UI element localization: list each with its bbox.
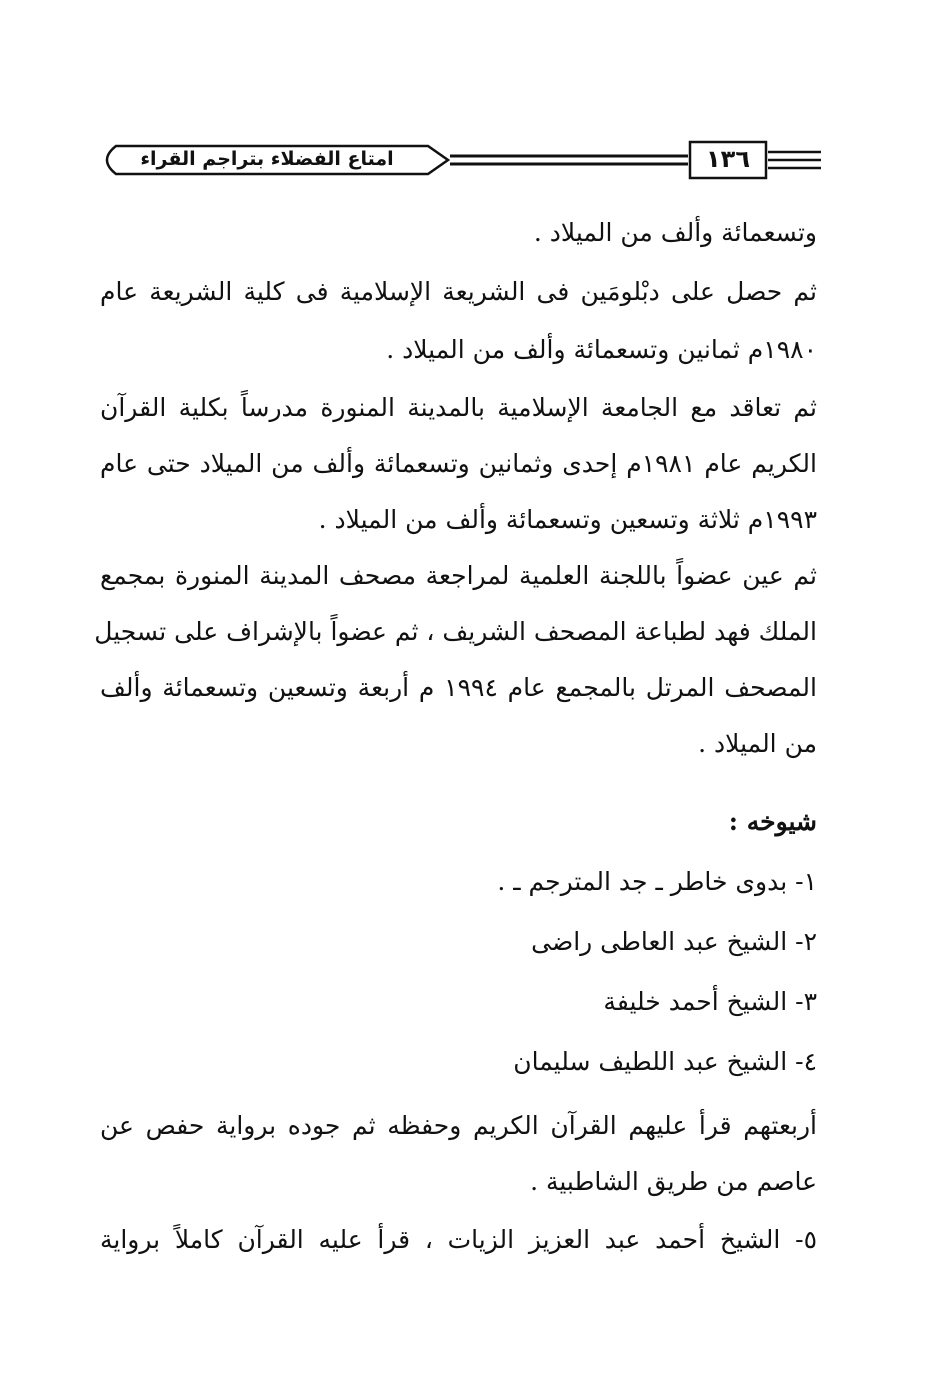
body-line: من الميلاد . (698, 729, 817, 758)
body-line: ١٩٨٠م ثمانين وتسعمائة وألف من الميلاد . (386, 335, 817, 364)
body-line: ثم عين عضواً باللجنة العلمية لمراجعة مصحف المدينة المنورة بمجمع (100, 561, 817, 590)
page-header (88, 138, 823, 182)
body-line: ثم حصل على دبْلومَين فى الشريعة الإسلامية فى كلية الشريعة عام (100, 277, 817, 306)
page-number: ١٣٦ (706, 145, 750, 173)
teachers-heading: شيوخه : (728, 807, 817, 836)
teacher-item: ٢- الشيخ عبد العاطى راضى (531, 927, 817, 956)
body-line: الكريم عام ١٩٨١م إحدى وثمانين وتسعمائة وألف من الميلاد حتى عام (100, 449, 817, 478)
body-line: المصحف المرتل بالمجمع عام ١٩٩٤ م أربعة وتسعين وتسعمائة وألف (100, 673, 817, 702)
teacher-item: ٤- الشيخ عبد اللطيف سليمان (513, 1047, 817, 1076)
body-line: الملك فهد لطباعة المصحف الشريف ، ثم عضواً بالإشراف على تسجيل (94, 617, 817, 646)
body-line: ثم تعاقد مع الجامعة الإسلامية بالمدينة المنورة مدرساً بكلية القرآن (100, 393, 817, 422)
body-line: ٥- الشيخ أحمد عبد العزيز الزيات ، قرأ عليه القرآن كاملاً برواية (100, 1225, 817, 1254)
book-title: امتاع الفضلاء بتراجم القراء (140, 148, 394, 170)
body-line: أربعتهم قرأ عليهم القرآن الكريم وحفظه ثم جوده برواية حفص عن (100, 1111, 817, 1140)
teacher-item: ٣- الشيخ أحمد خليفة (603, 987, 817, 1016)
body-line: عاصم من طريق الشاطبية . (530, 1167, 817, 1196)
body-line: ١٩٩٣م ثلاثة وتسعين وتسعمائة وألف من الميلاد . (318, 505, 817, 534)
teacher-item: ١- بدوى خاطر ـ جد المترجم ـ . (497, 867, 817, 896)
body-line: وتسعمائة وألف من الميلاد . (533, 218, 817, 247)
